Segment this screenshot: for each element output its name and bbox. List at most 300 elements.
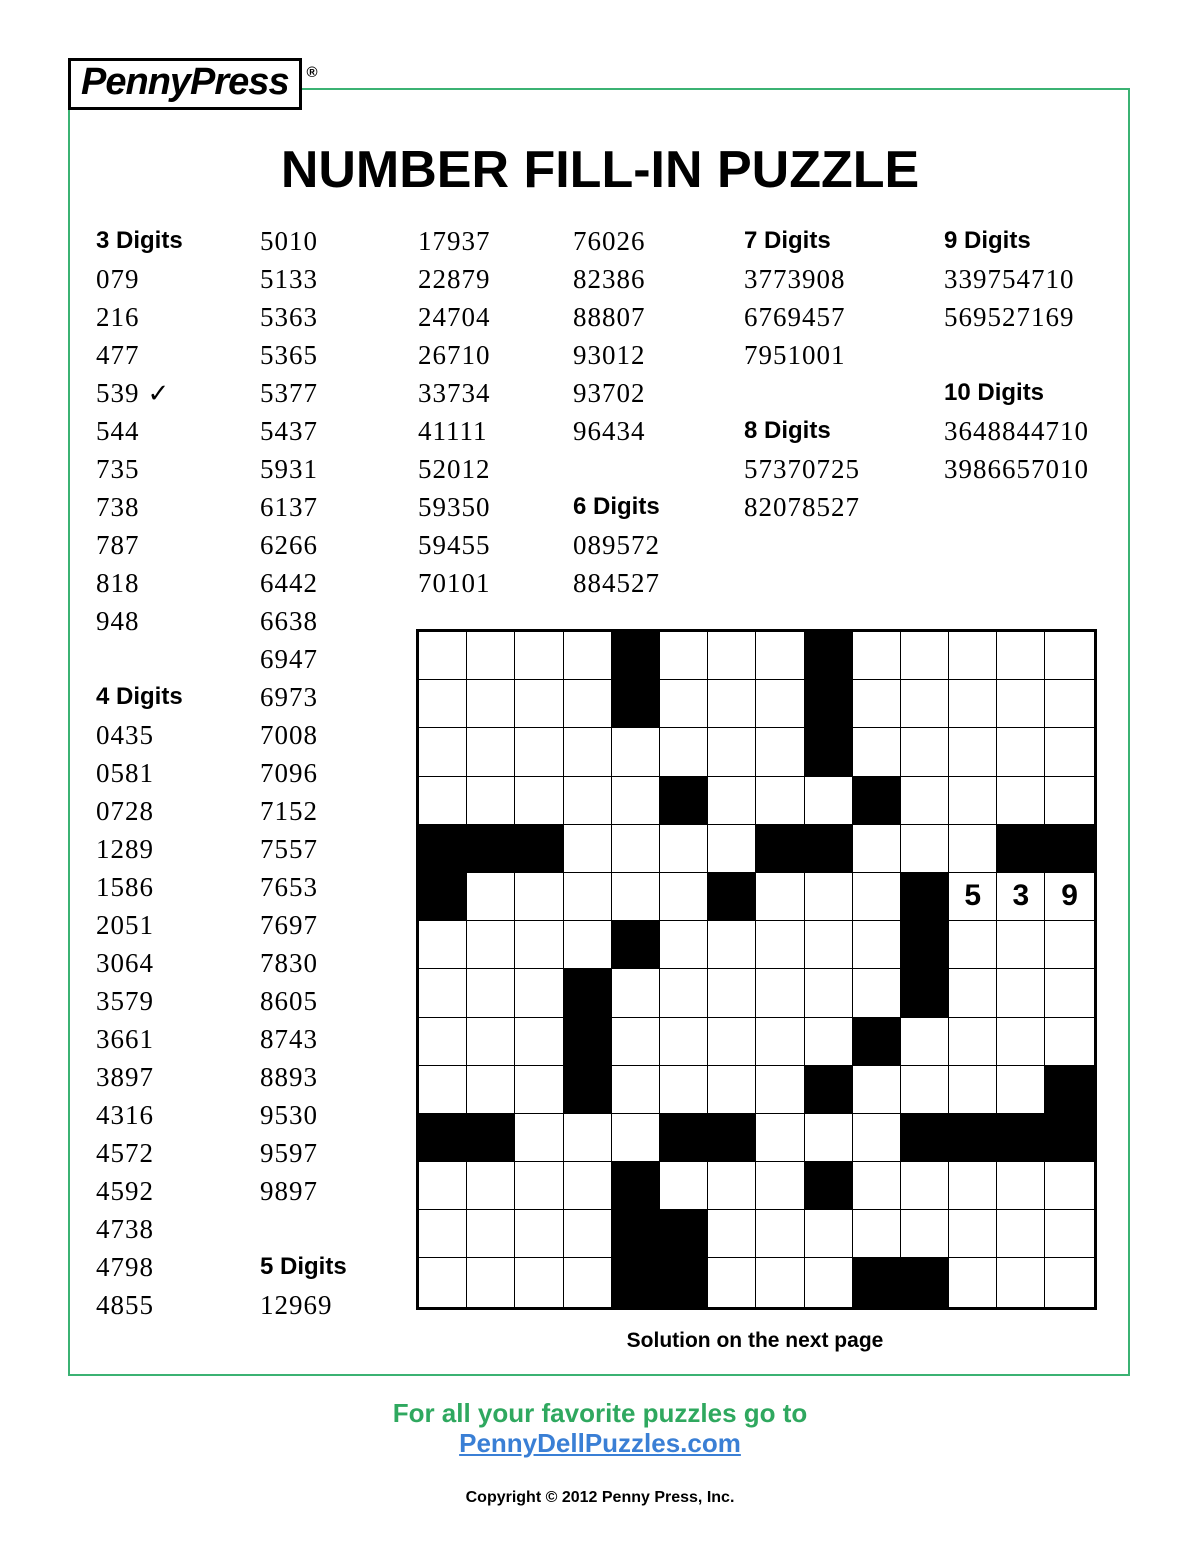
- grid-cell[interactable]: [515, 1066, 563, 1114]
- word-list-number-text: 3773908: [744, 264, 846, 294]
- grid-cell[interactable]: [515, 1210, 563, 1258]
- word-list-number[interactable]: [418, 488, 491, 526]
- grid-cell[interactable]: [853, 873, 901, 921]
- word-list-number-text: 7951001: [744, 340, 846, 370]
- grid-cell[interactable]: [419, 1258, 467, 1306]
- grid-cell[interactable]: [564, 777, 612, 825]
- grid-cell[interactable]: [467, 1210, 515, 1258]
- word-list-number-text: 4592: [96, 1176, 154, 1206]
- grid-cell[interactable]: [515, 1018, 563, 1066]
- word-list-column-6: [944, 222, 1089, 488]
- grid-cell[interactable]: [756, 1018, 804, 1066]
- word-list-number[interactable]: [418, 374, 491, 412]
- word-list-number[interactable]: [260, 260, 347, 298]
- grid-cell[interactable]: [756, 1258, 804, 1306]
- word-list-number-text: 3661: [96, 1024, 154, 1054]
- grid-cell[interactable]: [467, 1258, 515, 1306]
- grid-cell[interactable]: [853, 728, 901, 776]
- grid-cell[interactable]: [997, 777, 1045, 825]
- grid-cell[interactable]: [1045, 680, 1093, 728]
- grid-cell[interactable]: [564, 921, 612, 969]
- grid-cell[interactable]: [515, 728, 563, 776]
- grid-cell[interactable]: [564, 728, 612, 776]
- word-list-number[interactable]: [96, 868, 183, 906]
- word-list-column-2: [260, 222, 347, 1324]
- word-list-number[interactable]: [260, 754, 347, 792]
- word-list-number[interactable]: [573, 526, 660, 564]
- grid-cell[interactable]: [756, 1210, 804, 1258]
- grid-cell[interactable]: [467, 1162, 515, 1210]
- grid-cell[interactable]: [660, 873, 708, 921]
- grid-cell[interactable]: [997, 921, 1045, 969]
- word-list-number-text: 5365: [260, 340, 318, 370]
- word-list-number-text: 5931: [260, 454, 318, 484]
- grid-cell-blocked: [419, 825, 467, 873]
- grid-cell[interactable]: [853, 969, 901, 1017]
- word-list-number[interactable]: [744, 488, 860, 526]
- registered-mark-icon: ®: [306, 64, 317, 81]
- word-list-number[interactable]: [573, 564, 660, 602]
- grid-cell[interactable]: [515, 969, 563, 1017]
- grid-cell[interactable]: [612, 1114, 660, 1162]
- puzzle-grid[interactable]: [416, 629, 1097, 1310]
- word-list-number[interactable]: [418, 260, 491, 298]
- grid-cell[interactable]: [805, 921, 853, 969]
- grid-cell[interactable]: [997, 680, 1045, 728]
- grid-cell-blocked: [853, 1018, 901, 1066]
- grid-cell[interactable]: [660, 1018, 708, 1066]
- grid-cell[interactable]: [419, 969, 467, 1017]
- grid-cell[interactable]: [564, 825, 612, 873]
- word-list-number[interactable]: [744, 260, 860, 298]
- word-list-number[interactable]: [96, 1058, 183, 1096]
- grid-cell[interactable]: [419, 632, 467, 680]
- word-list-number[interactable]: [260, 678, 347, 716]
- grid-cell[interactable]: [515, 777, 563, 825]
- grid-cell[interactable]: [853, 921, 901, 969]
- grid-cell-blocked: [467, 825, 515, 873]
- word-list-column-4: [573, 222, 660, 602]
- word-list-number[interactable]: [260, 716, 347, 754]
- grid-cell-blocked: [660, 1258, 708, 1306]
- grid-cell[interactable]: [660, 728, 708, 776]
- grid-cell[interactable]: [515, 873, 563, 921]
- word-list-number-text: 089572: [573, 530, 660, 560]
- word-list-number[interactable]: [260, 792, 347, 830]
- grid-cell[interactable]: [419, 777, 467, 825]
- word-list-number[interactable]: [96, 1172, 183, 1210]
- grid-cell[interactable]: [1045, 728, 1093, 776]
- word-list-number[interactable]: [418, 526, 491, 564]
- grid-cell-blocked: [901, 921, 949, 969]
- footer-website-link[interactable]: PennyDellPuzzles.com: [459, 1428, 741, 1458]
- grid-cell[interactable]: [660, 680, 708, 728]
- word-list-number[interactable]: [744, 450, 860, 488]
- pennypress-logo: [68, 58, 317, 110]
- grid-cell[interactable]: [1045, 969, 1093, 1017]
- grid-cell[interactable]: [515, 1162, 563, 1210]
- grid-cell[interactable]: [467, 777, 515, 825]
- grid-cell[interactable]: [805, 873, 853, 921]
- word-list-number[interactable]: [96, 564, 183, 602]
- word-list-number-text: 5377: [260, 378, 318, 408]
- grid-cell[interactable]: [467, 680, 515, 728]
- grid-cell[interactable]: [419, 1066, 467, 1114]
- word-list-number-text: 544: [96, 416, 140, 446]
- word-list-number-text: 6266: [260, 530, 318, 560]
- grid-cell[interactable]: [756, 777, 804, 825]
- grid-cell[interactable]: [949, 1258, 997, 1306]
- grid-cell[interactable]: [467, 1018, 515, 1066]
- grid-cell[interactable]: 3: [997, 873, 1045, 921]
- grid-cell-blocked: [805, 1162, 853, 1210]
- grid-cell[interactable]: [708, 825, 756, 873]
- word-list-number[interactable]: [573, 298, 660, 336]
- grid-cell-blocked: [756, 825, 804, 873]
- grid-cell[interactable]: [467, 728, 515, 776]
- word-list-number[interactable]: [96, 374, 183, 412]
- word-list-group-header: 3 Digits: [96, 227, 183, 254]
- grid-cell[interactable]: [708, 777, 756, 825]
- grid-cell[interactable]: [997, 1018, 1045, 1066]
- word-list-number[interactable]: [744, 336, 860, 374]
- word-list-number[interactable]: [260, 564, 347, 602]
- grid-cell-blocked: [949, 1114, 997, 1162]
- word-list-number[interactable]: [96, 830, 183, 868]
- grid-cell[interactable]: [419, 1210, 467, 1258]
- word-list-number[interactable]: [573, 374, 660, 412]
- word-list-number[interactable]: [96, 716, 183, 754]
- grid-cell[interactable]: [612, 777, 660, 825]
- grid-cell[interactable]: [467, 969, 515, 1017]
- grid-cell[interactable]: [708, 969, 756, 1017]
- grid-cell[interactable]: [660, 825, 708, 873]
- grid-cell[interactable]: [901, 1066, 949, 1114]
- grid-cell[interactable]: [853, 825, 901, 873]
- grid-cell-blocked: [660, 1114, 708, 1162]
- word-list-number-text: 5133: [260, 264, 318, 294]
- word-list-number[interactable]: [573, 260, 660, 298]
- grid-cell[interactable]: [756, 680, 804, 728]
- word-list-number[interactable]: [573, 222, 660, 260]
- grid-cell[interactable]: [1045, 777, 1093, 825]
- grid-cell[interactable]: [997, 1162, 1045, 1210]
- word-list-number-text: 339754710: [944, 264, 1075, 294]
- word-list-number[interactable]: [96, 1286, 183, 1324]
- word-list-number-text: 41111: [418, 416, 488, 446]
- grid-cell[interactable]: [853, 680, 901, 728]
- grid-cell[interactable]: [853, 632, 901, 680]
- grid-cell-blocked: [612, 1162, 660, 1210]
- word-list-number[interactable]: [260, 640, 347, 678]
- word-list-number-text: 569527169: [944, 302, 1075, 332]
- grid-cell[interactable]: [564, 680, 612, 728]
- grid-cell[interactable]: [708, 1066, 756, 1114]
- grid-cell[interactable]: [708, 1258, 756, 1306]
- grid-cell[interactable]: [419, 728, 467, 776]
- word-list-number[interactable]: [260, 1020, 347, 1058]
- grid-cell[interactable]: [708, 632, 756, 680]
- grid-cell[interactable]: [997, 1210, 1045, 1258]
- word-list-number-text: 5363: [260, 302, 318, 332]
- word-list-number-text: 8743: [260, 1024, 318, 1054]
- word-list-number[interactable]: [96, 1210, 183, 1248]
- word-list-number[interactable]: [418, 298, 491, 336]
- word-list-number[interactable]: [260, 830, 347, 868]
- word-list-number[interactable]: [96, 906, 183, 944]
- grid-cell[interactable]: [564, 873, 612, 921]
- grid-cell[interactable]: [419, 1162, 467, 1210]
- grid-cell[interactable]: [756, 728, 804, 776]
- grid-cell[interactable]: [419, 1018, 467, 1066]
- grid-cell[interactable]: [708, 680, 756, 728]
- word-list-number[interactable]: [260, 336, 347, 374]
- grid-cell[interactable]: [901, 1210, 949, 1258]
- grid-cell-blocked: [612, 1210, 660, 1258]
- grid-cell[interactable]: [660, 969, 708, 1017]
- word-list-spacer: [744, 374, 860, 412]
- grid-cell[interactable]: [949, 969, 997, 1017]
- grid-cell[interactable]: [467, 873, 515, 921]
- grid-cell[interactable]: [756, 1066, 804, 1114]
- grid-cell[interactable]: [419, 921, 467, 969]
- grid-cell[interactable]: 9: [1045, 873, 1093, 921]
- grid-cell[interactable]: [419, 680, 467, 728]
- grid-cell-blocked: [901, 969, 949, 1017]
- word-list-number-text: 4572: [96, 1138, 154, 1168]
- grid-cell[interactable]: [853, 1114, 901, 1162]
- grid-cell[interactable]: [1045, 632, 1093, 680]
- grid-cell-blocked: [660, 777, 708, 825]
- word-list-number-text: 6442: [260, 568, 318, 598]
- word-list-number[interactable]: [260, 374, 347, 412]
- word-list-number[interactable]: [260, 1058, 347, 1096]
- grid-cell-blocked: [1045, 1066, 1093, 1114]
- grid-cell[interactable]: [901, 728, 949, 776]
- word-list-number-text: 8605: [260, 986, 318, 1016]
- grid-cell[interactable]: [564, 1258, 612, 1306]
- word-list-number[interactable]: [944, 298, 1089, 336]
- word-list-number[interactable]: [260, 298, 347, 336]
- word-list-number[interactable]: [96, 336, 183, 374]
- grid-cell[interactable]: [997, 728, 1045, 776]
- word-list-group-header: 8 Digits: [744, 417, 831, 444]
- word-list-number[interactable]: [260, 1134, 347, 1172]
- word-list-number[interactable]: [260, 602, 347, 640]
- grid-cell[interactable]: [949, 1066, 997, 1114]
- word-list-number[interactable]: [96, 1248, 183, 1286]
- grid-cell[interactable]: [467, 632, 515, 680]
- grid-cell[interactable]: [660, 1066, 708, 1114]
- word-list-number[interactable]: [96, 944, 183, 982]
- grid-cell[interactable]: [756, 632, 804, 680]
- grid-cell[interactable]: [997, 969, 1045, 1017]
- grid-cell[interactable]: [949, 777, 997, 825]
- grid-cell[interactable]: [949, 921, 997, 969]
- grid-cell[interactable]: [901, 825, 949, 873]
- word-list-number[interactable]: [260, 412, 347, 450]
- grid-cell[interactable]: [949, 825, 997, 873]
- grid-cell[interactable]: [949, 1210, 997, 1258]
- grid-cell[interactable]: [612, 1066, 660, 1114]
- grid-cell[interactable]: [708, 1018, 756, 1066]
- word-list-number[interactable]: [744, 298, 860, 336]
- grid-cell-blocked: [901, 873, 949, 921]
- word-list-number[interactable]: [260, 868, 347, 906]
- grid-cell-blocked: [997, 825, 1045, 873]
- grid-cell-blocked: [853, 777, 901, 825]
- grid-cell[interactable]: [997, 632, 1045, 680]
- word-list-number[interactable]: [96, 1020, 183, 1058]
- grid-cell[interactable]: [612, 1018, 660, 1066]
- word-list-number-text: 5010: [260, 226, 318, 256]
- word-list-number-text: 884527: [573, 568, 660, 598]
- word-list-number[interactable]: [260, 944, 347, 982]
- word-list-number[interactable]: [96, 488, 183, 526]
- word-list-number[interactable]: [260, 488, 347, 526]
- word-list-number[interactable]: [96, 412, 183, 450]
- grid-cell[interactable]: [949, 632, 997, 680]
- grid-cell[interactable]: [660, 632, 708, 680]
- word-list-number[interactable]: [260, 222, 347, 260]
- word-list-number[interactable]: [96, 1134, 183, 1172]
- grid-cell[interactable]: [612, 825, 660, 873]
- word-list-number[interactable]: [418, 564, 491, 602]
- grid-cell[interactable]: [853, 1162, 901, 1210]
- word-list-number[interactable]: [96, 602, 183, 640]
- word-list-number[interactable]: [418, 336, 491, 374]
- grid-cell[interactable]: [612, 969, 660, 1017]
- grid-cell[interactable]: [756, 873, 804, 921]
- grid-cell[interactable]: [756, 921, 804, 969]
- word-list-number-text: 82386: [573, 264, 646, 294]
- grid-cell[interactable]: [612, 873, 660, 921]
- word-list-number[interactable]: [96, 526, 183, 564]
- word-list-number-text: 76026: [573, 226, 646, 256]
- grid-cell[interactable]: [467, 921, 515, 969]
- word-list-spacer: [573, 450, 660, 488]
- grid-cell[interactable]: [949, 728, 997, 776]
- grid-cell[interactable]: [805, 1114, 853, 1162]
- grid-cell[interactable]: [901, 1162, 949, 1210]
- grid-cell[interactable]: [564, 1162, 612, 1210]
- word-list-number[interactable]: [96, 792, 183, 830]
- grid-cell[interactable]: [853, 1066, 901, 1114]
- word-list-group-header: 9 Digits: [944, 227, 1031, 254]
- grid-cell[interactable]: [997, 1258, 1045, 1306]
- word-list-number[interactable]: [418, 222, 491, 260]
- word-list-number[interactable]: [260, 982, 347, 1020]
- grid-cell[interactable]: [901, 1018, 949, 1066]
- grid-cell[interactable]: [564, 1114, 612, 1162]
- grid-cell[interactable]: [515, 1258, 563, 1306]
- grid-cell[interactable]: [564, 1210, 612, 1258]
- grid-cell[interactable]: [756, 969, 804, 1017]
- grid-cell[interactable]: 5: [949, 873, 997, 921]
- grid-cell[interactable]: [708, 1210, 756, 1258]
- word-list-number[interactable]: [260, 1096, 347, 1134]
- grid-cell[interactable]: [660, 921, 708, 969]
- word-list-number[interactable]: [260, 1286, 347, 1324]
- grid-cell-blocked: [467, 1114, 515, 1162]
- grid-cell[interactable]: [467, 1066, 515, 1114]
- grid-cell[interactable]: [805, 969, 853, 1017]
- word-list-number[interactable]: [96, 754, 183, 792]
- grid-cell[interactable]: [1045, 1018, 1093, 1066]
- grid-cell[interactable]: [901, 777, 949, 825]
- grid-cell[interactable]: [949, 1018, 997, 1066]
- grid-cell[interactable]: [805, 1258, 853, 1306]
- word-list-number[interactable]: [944, 450, 1089, 488]
- grid-cell[interactable]: [1045, 921, 1093, 969]
- grid-cell[interactable]: [901, 680, 949, 728]
- grid-cell[interactable]: [901, 632, 949, 680]
- grid-cell[interactable]: [949, 680, 997, 728]
- word-list-number[interactable]: [944, 412, 1089, 450]
- word-list-number-text: 7008: [260, 720, 318, 750]
- grid-cell[interactable]: [612, 728, 660, 776]
- word-list-number-text: 93702: [573, 378, 646, 408]
- word-list-number[interactable]: [96, 450, 183, 488]
- word-list-number[interactable]: [573, 336, 660, 374]
- word-list-number[interactable]: [96, 298, 183, 336]
- word-list-number[interactable]: [418, 412, 491, 450]
- grid-cell[interactable]: [1045, 1162, 1093, 1210]
- grid-cell[interactable]: [660, 1162, 708, 1210]
- word-list-number-text: 1586: [96, 872, 154, 902]
- grid-cell[interactable]: [708, 921, 756, 969]
- grid-cell[interactable]: [805, 1018, 853, 1066]
- grid-cell-blocked: [708, 873, 756, 921]
- word-list-number-text: 6638: [260, 606, 318, 636]
- grid-cell[interactable]: [805, 1210, 853, 1258]
- grid-cell[interactable]: [564, 632, 612, 680]
- word-list-number-text: 818: [96, 568, 140, 598]
- grid-cell[interactable]: [515, 632, 563, 680]
- word-list-number-text: 735: [96, 454, 140, 484]
- grid-cell[interactable]: [949, 1162, 997, 1210]
- word-list-number-text: 7697: [260, 910, 318, 940]
- word-list-number[interactable]: [96, 982, 183, 1020]
- word-list-column-3: [418, 222, 491, 602]
- word-list-number-text: 57370725: [744, 454, 860, 484]
- word-list-number[interactable]: [418, 450, 491, 488]
- word-list-number-text: 59350: [418, 492, 491, 522]
- grid-cell[interactable]: [1045, 1258, 1093, 1306]
- grid-cell[interactable]: [515, 921, 563, 969]
- word-list-number[interactable]: [260, 1172, 347, 1210]
- grid-cell[interactable]: [997, 1066, 1045, 1114]
- grid-cell[interactable]: [515, 680, 563, 728]
- word-list-number[interactable]: [260, 450, 347, 488]
- grid-cell[interactable]: [1045, 1210, 1093, 1258]
- word-list-number[interactable]: [260, 906, 347, 944]
- grid-cell[interactable]: [515, 1114, 563, 1162]
- grid-cell[interactable]: [756, 1162, 804, 1210]
- grid-cell[interactable]: [853, 1210, 901, 1258]
- grid-cell[interactable]: [756, 1114, 804, 1162]
- grid-cell[interactable]: [805, 777, 853, 825]
- word-list-number[interactable]: [96, 1096, 183, 1134]
- word-list-number[interactable]: [96, 260, 183, 298]
- grid-cell[interactable]: [708, 728, 756, 776]
- grid-cell[interactable]: [708, 1162, 756, 1210]
- word-list-number[interactable]: [260, 526, 347, 564]
- word-list-number-text: 22879: [418, 264, 491, 294]
- word-list-number-text: 6137: [260, 492, 318, 522]
- word-list-number[interactable]: [944, 260, 1089, 298]
- word-list-number[interactable]: [573, 412, 660, 450]
